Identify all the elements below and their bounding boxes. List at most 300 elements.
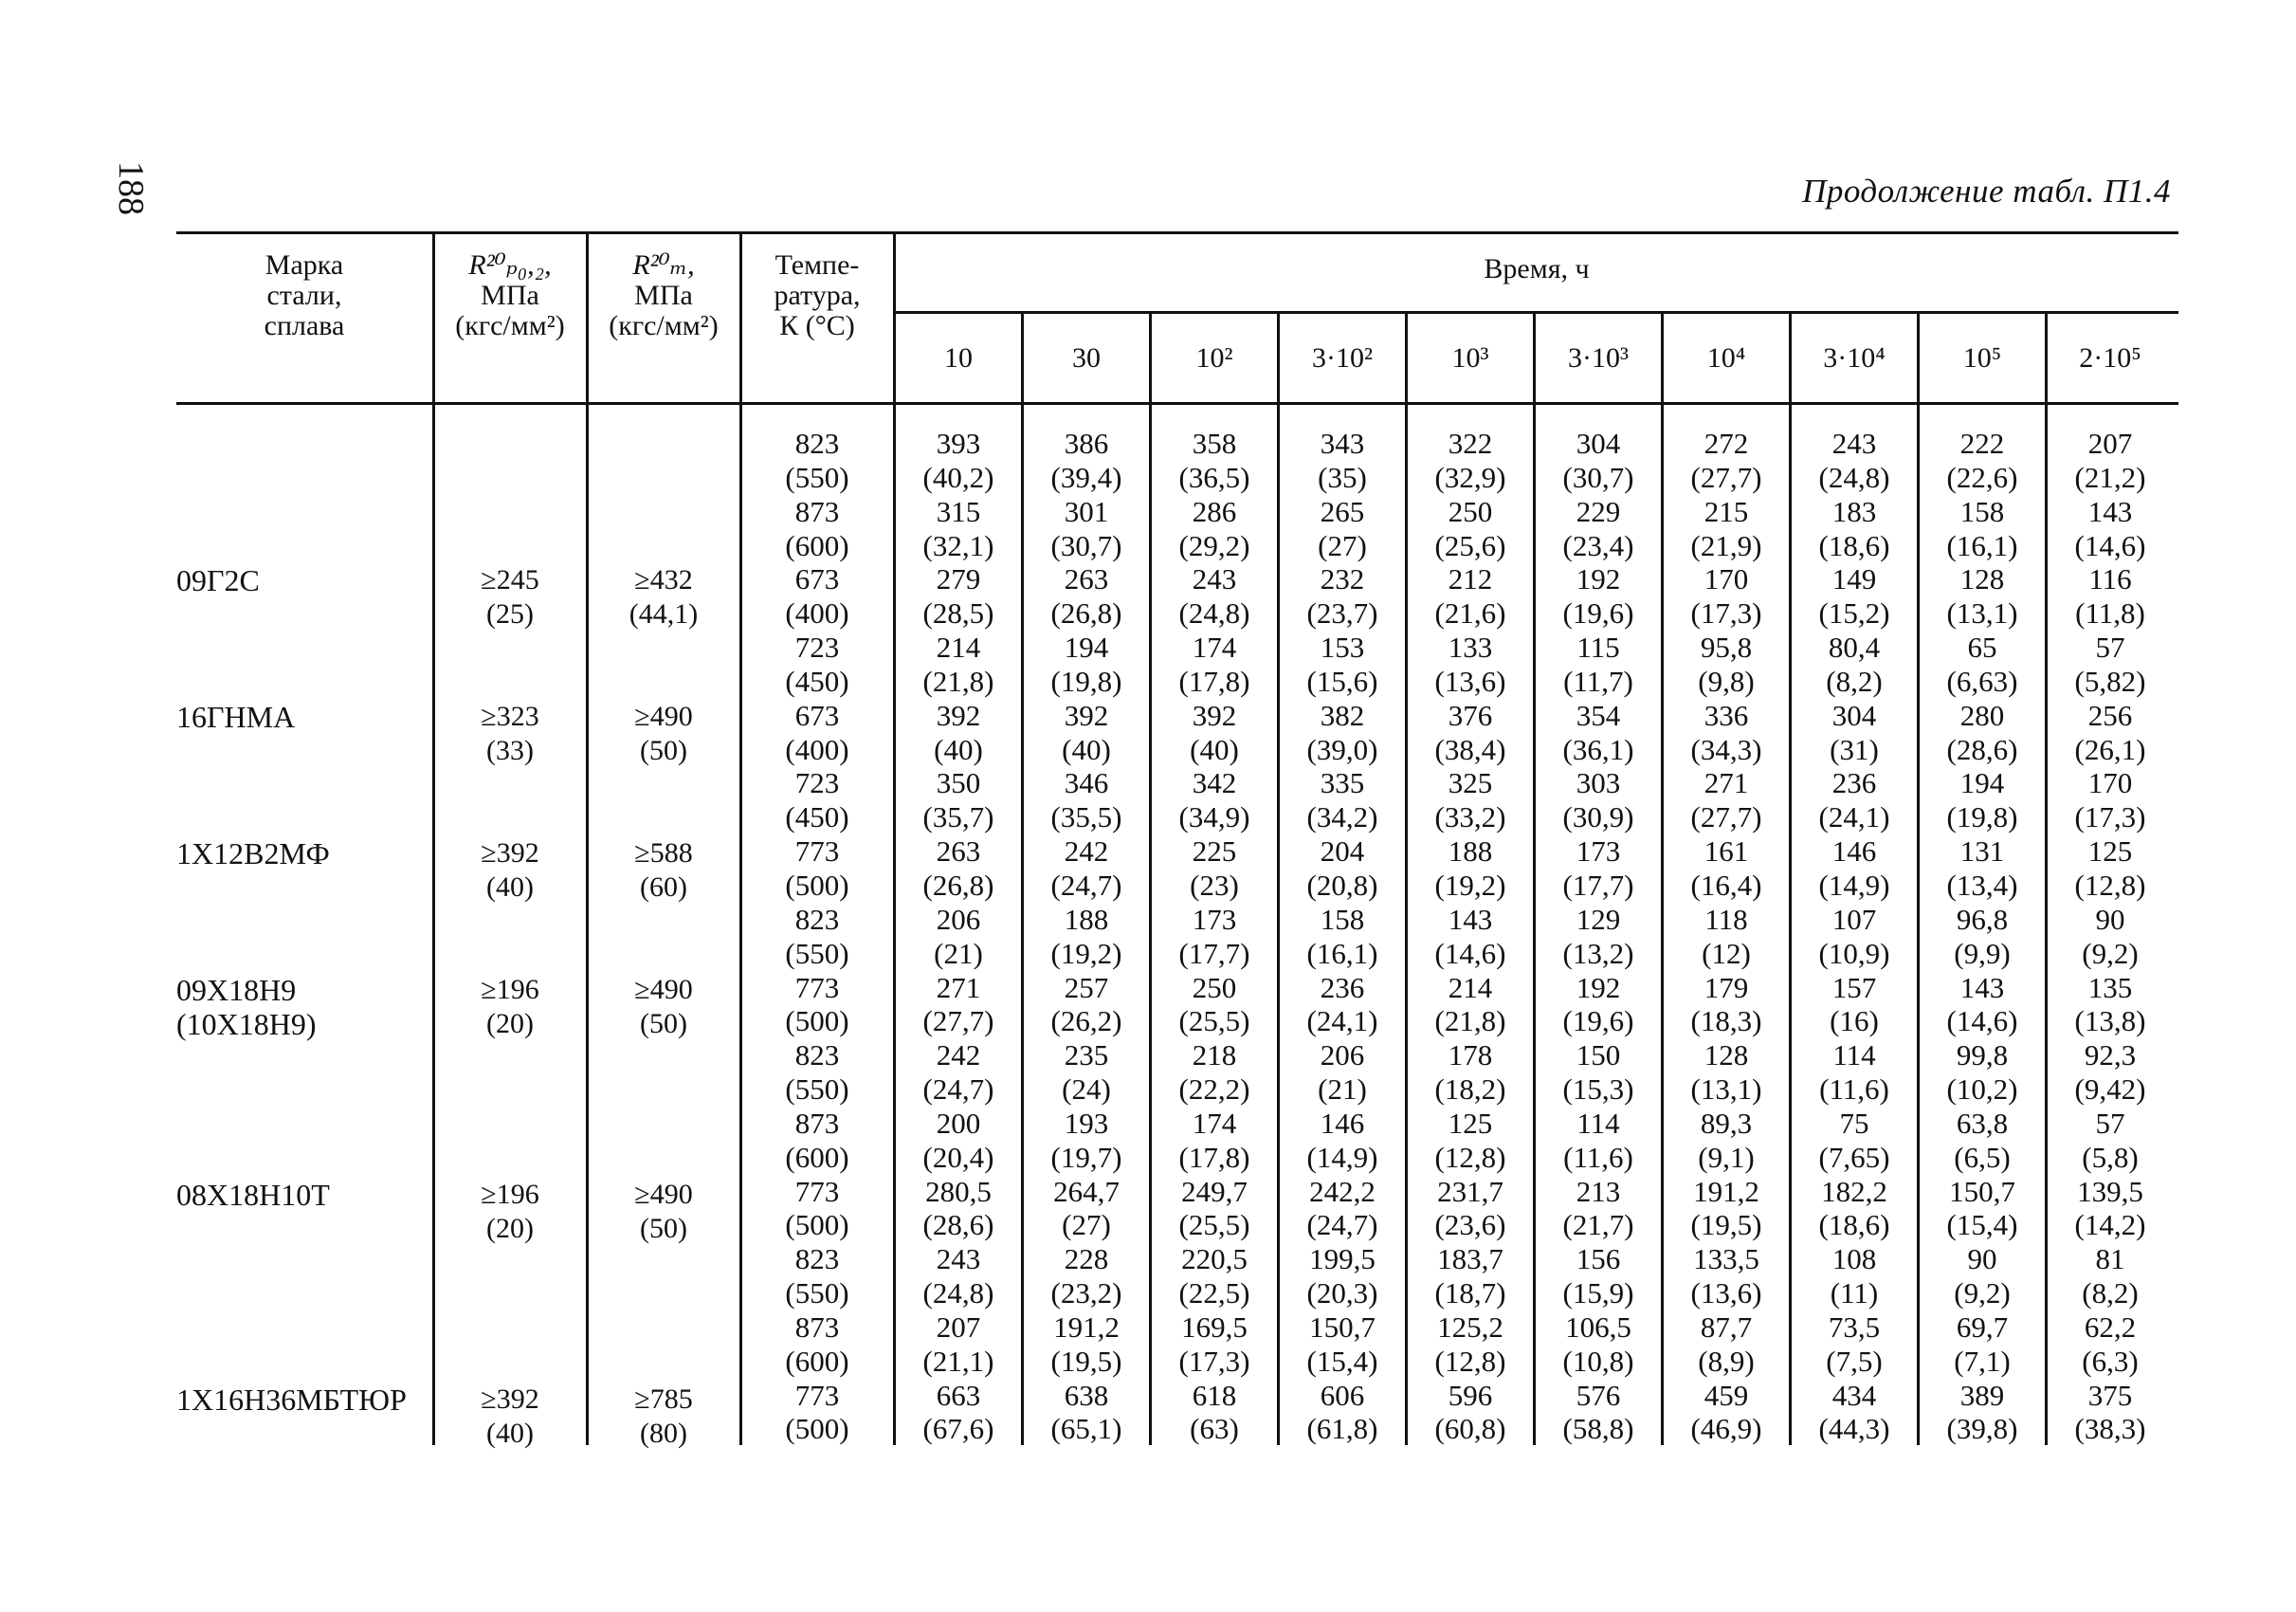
value: ≥323	[481, 701, 539, 732]
table-cell: (23)	[1190, 868, 1239, 902]
header-temperature	[742, 250, 892, 341]
table-cell: 576	[1576, 1378, 1621, 1412]
table-cell: (28,6)	[1946, 732, 2018, 766]
table-cell: (39,0)	[1306, 732, 1378, 766]
table-cell: 114	[1832, 1038, 1876, 1072]
table-cell: 90	[1967, 1242, 1997, 1276]
table-cell: (7,65)	[1818, 1140, 1890, 1174]
header-line: (кгс/мм²)	[609, 310, 719, 341]
table-cell: (33,2)	[1434, 800, 1506, 834]
table-cell: 236	[1320, 970, 1365, 1004]
table-caption: Продолжение табл. П1.4	[1802, 173, 2171, 210]
value: ≥196	[481, 1179, 539, 1210]
table-cell: 346	[1064, 766, 1109, 800]
steel-grade	[176, 973, 317, 1041]
table-cell: (19,6)	[1562, 596, 1634, 631]
value: ≥490	[634, 974, 693, 1005]
header-line: сплава	[264, 310, 345, 341]
table-cell: 243	[936, 1242, 981, 1276]
table-cell: (28,5)	[922, 596, 994, 631]
table-cell: (16,1)	[1946, 528, 2018, 562]
table-cell: (34,9)	[1178, 800, 1250, 834]
table-cell: (30,9)	[1562, 800, 1634, 834]
table-cell: (8,2)	[2082, 1276, 2139, 1310]
header-line: К (°С)	[779, 310, 855, 341]
table-cell: 125	[1448, 1106, 1493, 1140]
table-cell: 99,8	[1956, 1038, 2009, 1072]
table-cell: 133,5	[1693, 1242, 1759, 1276]
value: ≥245	[481, 564, 539, 595]
table-cell: (9,42)	[2074, 1072, 2146, 1107]
table-cell: 382	[1320, 698, 1365, 732]
table-cell: 279	[936, 562, 981, 596]
table-cell: 673	[794, 562, 840, 596]
table-cell: 194	[1064, 631, 1109, 665]
table-cell: (550)	[785, 936, 849, 970]
table-cell: 343	[1320, 427, 1365, 460]
header-time-value: 10³	[1451, 342, 1489, 374]
table-cell: 75	[1839, 1106, 1869, 1140]
table-cell: 375	[2087, 1378, 2133, 1412]
table-cell: (23,2)	[1050, 1276, 1122, 1310]
table-cell: 392	[936, 698, 981, 732]
table-cell: (25,5)	[1178, 1004, 1250, 1038]
table-cell: (24,1)	[1818, 800, 1890, 834]
table-cell: 231,7	[1437, 1174, 1503, 1208]
table-cell: 271	[1704, 766, 1749, 800]
table-cell: 723	[794, 766, 840, 800]
table-cell: (32,1)	[922, 528, 994, 562]
table-cell: (65,1)	[1050, 1412, 1122, 1446]
table-cell: 272	[1704, 427, 1749, 460]
table-cell: 178	[1448, 1038, 1493, 1072]
header-time-value: 10⁴	[1706, 342, 1746, 374]
table-cell: 133	[1448, 631, 1493, 665]
table-cell: (600)	[785, 1140, 849, 1174]
table-cell: 212	[1448, 562, 1493, 596]
table-cell: (36,5)	[1178, 460, 1250, 494]
table-cell: (9,2)	[1954, 1276, 2011, 1310]
table-cell: 90	[2095, 902, 2125, 936]
table-cell: (600)	[785, 528, 849, 562]
table-cell: 823	[794, 1038, 840, 1072]
table-cell: (10,2)	[1946, 1072, 2018, 1107]
table-cell: (17,3)	[1178, 1344, 1250, 1378]
table-cell: 150,7	[1949, 1174, 2015, 1208]
strength-column-2e5h	[2048, 427, 2173, 1446]
value-kgf: (33)	[486, 735, 534, 766]
table-cell: 139,5	[2077, 1174, 2143, 1208]
table-cell: 242	[1064, 834, 1109, 869]
table-cell: 193	[1064, 1106, 1109, 1140]
table-cell: 280	[1959, 698, 2005, 732]
table-cell: 156	[1576, 1242, 1621, 1276]
table-cell: (15,4)	[1306, 1344, 1378, 1378]
table-cell: 301	[1064, 494, 1109, 528]
yield-strength	[435, 1383, 585, 1451]
table-cell: (9,1)	[1698, 1140, 1755, 1174]
table-cell: 256	[2087, 698, 2133, 732]
tensile-strength	[589, 836, 738, 905]
table-cell: (19,2)	[1434, 868, 1506, 902]
table-top-rule	[176, 231, 2178, 234]
value: ≥490	[634, 1179, 693, 1210]
table-cell: 107	[1831, 902, 1877, 936]
table-cell: (5,82)	[2074, 664, 2146, 698]
table-cell: 179	[1704, 970, 1749, 1004]
table-cell: (15,2)	[1818, 596, 1890, 631]
header-tensile-strength	[589, 250, 738, 341]
table-cell: (500)	[785, 1412, 849, 1446]
table-cell: 96,8	[1956, 902, 2009, 936]
table-cell: 215	[1704, 494, 1749, 528]
table-cell: (10,8)	[1562, 1344, 1634, 1378]
value-kgf: (44,1)	[629, 598, 699, 630]
table-cell: (34,2)	[1306, 800, 1378, 834]
table-cell: 204	[1320, 834, 1365, 869]
table-cell: 188	[1448, 834, 1493, 869]
table-cell: 153	[1320, 631, 1365, 665]
table-cell: (8,2)	[1826, 664, 1883, 698]
header-time: Время, ч	[1484, 253, 1590, 284]
table-cell: (11,8)	[2075, 596, 2145, 631]
table-cell: 207	[2087, 427, 2133, 460]
table-cell: 236	[1831, 766, 1877, 800]
header-line: Темпе-	[774, 249, 860, 281]
header-line: R²⁰ₘ,	[632, 249, 695, 281]
table-cell: 823	[794, 427, 840, 460]
table-cell: (28,6)	[922, 1208, 994, 1242]
table-cell: (61,8)	[1306, 1412, 1378, 1446]
table-cell: (24,7)	[1050, 868, 1122, 902]
table-cell: (21,1)	[922, 1344, 994, 1378]
yield-strength	[435, 563, 585, 632]
table-cell: (27,7)	[922, 1004, 994, 1038]
table-cell: (22,2)	[1178, 1072, 1250, 1107]
table-cell: (14,2)	[2074, 1208, 2146, 1242]
table-cell: 235	[1064, 1038, 1109, 1072]
table-cell: (12,8)	[1434, 1140, 1506, 1174]
value-kgf: (25)	[486, 598, 534, 630]
table-cell: 873	[794, 494, 840, 528]
table-cell: 89,3	[1700, 1106, 1753, 1140]
table-cell: (35)	[1318, 460, 1367, 494]
table-cell: 169,5	[1181, 1310, 1248, 1344]
table-cell: 115	[1576, 631, 1620, 665]
table-cell: 257	[1064, 970, 1109, 1004]
header-line: МПа	[634, 280, 693, 311]
table-cell: 199,5	[1309, 1242, 1376, 1276]
strength-column-1e5h	[1920, 427, 2045, 1446]
table-cell: (13,1)	[1690, 1072, 1762, 1107]
table-cell: 170	[1704, 562, 1749, 596]
table-cell: (23,6)	[1434, 1208, 1506, 1242]
table-cell: 173	[1576, 834, 1621, 869]
value: ≥588	[634, 837, 693, 869]
header-line: Марка	[264, 249, 344, 281]
table-cell: (15,4)	[1946, 1208, 2018, 1242]
table-cell: 57	[2095, 631, 2125, 665]
table-cell: 315	[936, 494, 981, 528]
table-cell: 250	[1192, 970, 1237, 1004]
table-cell: (14,6)	[2074, 528, 2146, 562]
table-cell: 213	[1576, 1174, 1621, 1208]
yield-strength	[435, 700, 585, 768]
table-cell: (58,8)	[1562, 1412, 1634, 1446]
table-cell: (23,7)	[1306, 596, 1378, 631]
table-cell: (30,7)	[1050, 528, 1122, 562]
table-cell: (13,6)	[1690, 1276, 1762, 1310]
value-kgf: (50)	[640, 735, 687, 766]
value-kgf: (50)	[640, 1008, 687, 1039]
table-cell: 336	[1704, 698, 1749, 732]
table-cell: 149	[1831, 562, 1877, 596]
value: ≥392	[481, 1383, 539, 1415]
table-cell: (13,4)	[1946, 868, 2018, 902]
table-cell: 131	[1959, 834, 2005, 869]
table-cell: (20,8)	[1306, 868, 1378, 902]
table-cell: 243	[1831, 427, 1877, 460]
table-cell: 125,2	[1437, 1310, 1503, 1344]
strength-column-10h	[896, 427, 1021, 1446]
table-cell: (22,6)	[1946, 460, 2018, 494]
table-cell: 263	[1064, 562, 1109, 596]
steel-grade: 1Х16Н36МБТЮР	[176, 1383, 407, 1417]
table-cell: (13,1)	[1946, 596, 2018, 631]
table-cell: (8,9)	[1698, 1344, 1755, 1378]
value: ≥490	[634, 701, 693, 732]
table-cell: 823	[794, 902, 840, 936]
table-cell: (14,6)	[1946, 1004, 2018, 1038]
table-cell: (17,3)	[2074, 800, 2146, 834]
table-cell: (26,2)	[1050, 1004, 1122, 1038]
table-cell: (500)	[785, 1004, 849, 1038]
table-cell: (19,5)	[1690, 1208, 1762, 1242]
table-cell: 773	[794, 1174, 840, 1208]
table-cell: (40,2)	[922, 460, 994, 494]
table-cell: (44,3)	[1818, 1412, 1890, 1446]
table-cell: 182,2	[1821, 1174, 1887, 1208]
table-cell: 57	[2095, 1106, 2125, 1140]
table-cell: (550)	[785, 460, 849, 494]
table-cell: 250	[1448, 494, 1493, 528]
time-header-rule	[895, 311, 2178, 314]
table-cell: (21,2)	[2074, 460, 2146, 494]
table-cell: 638	[1064, 1378, 1109, 1412]
table-cell: 723	[794, 631, 840, 665]
table-cell: (40)	[1062, 732, 1111, 766]
tensile-strength	[589, 1383, 738, 1451]
strength-column-3e4h	[1792, 427, 1917, 1446]
header-line: R²⁰ₚ₀,₂,	[468, 249, 552, 281]
table-cell: 207	[936, 1310, 981, 1344]
table-cell: (27)	[1318, 528, 1367, 562]
table-cell: (5,8)	[2082, 1140, 2139, 1174]
table-cell: 773	[794, 970, 840, 1004]
table-cell: (21,7)	[1562, 1208, 1634, 1242]
header-time-value: 10	[944, 342, 973, 374]
table-cell: 191,2	[1053, 1310, 1120, 1344]
header-line: (кгс/мм²)	[455, 310, 565, 341]
strength-column-30h	[1024, 427, 1149, 1446]
value-kgf: (40)	[486, 1418, 534, 1449]
strength-column-3e3h	[1536, 427, 1661, 1446]
table-cell: 222	[1959, 427, 2005, 460]
table-cell: (40)	[934, 732, 983, 766]
table-cell: (34,3)	[1690, 732, 1762, 766]
table-cell: 225	[1192, 834, 1237, 869]
table-cell: (19,8)	[1946, 800, 2018, 834]
table-cell: (11,6)	[1819, 1072, 1889, 1107]
table-cell: (11)	[1830, 1276, 1879, 1310]
strength-column-1e2h	[1152, 427, 1277, 1446]
table-cell: (19,6)	[1562, 1004, 1634, 1038]
table-cell: 65	[1967, 631, 1997, 665]
table-cell: 214	[936, 631, 981, 665]
table-cell: 194	[1959, 766, 2005, 800]
header-time-value: 2·10⁵	[2079, 342, 2141, 374]
table-cell: 183	[1831, 494, 1877, 528]
table-cell: 63,8	[1956, 1106, 2009, 1140]
table-cell: (17,7)	[1178, 936, 1250, 970]
table-cell: (17,8)	[1178, 664, 1250, 698]
table-cell: (40)	[1190, 732, 1239, 766]
table-cell: 773	[794, 1378, 840, 1412]
table-cell: 143	[2087, 494, 2133, 528]
table-cell: 173	[1192, 902, 1237, 936]
table-cell: 358	[1192, 427, 1237, 460]
table-cell: 342	[1192, 766, 1237, 800]
table-cell: 129	[1576, 902, 1621, 936]
table-cell: 242,2	[1309, 1174, 1376, 1208]
table-cell: (9,8)	[1698, 664, 1755, 698]
table-cell: (18,7)	[1434, 1276, 1506, 1310]
table-cell: (14,6)	[1434, 936, 1506, 970]
steel-grade: 08Х18Н10Т	[176, 1178, 330, 1212]
tensile-strength	[589, 973, 738, 1041]
table-cell: 773	[794, 834, 840, 869]
table-cell: 143	[1448, 902, 1493, 936]
header-yield-strength	[435, 250, 585, 341]
table-cell: (24)	[1062, 1072, 1111, 1107]
table-cell: (30,7)	[1562, 460, 1634, 494]
table-cell: (32,9)	[1434, 460, 1506, 494]
table-cell: (19,2)	[1050, 936, 1122, 970]
table-cell: 69,7	[1956, 1310, 2009, 1344]
table-cell: (11,7)	[1563, 664, 1633, 698]
value-kgf: (40)	[486, 871, 534, 903]
table-cell: (21)	[934, 936, 983, 970]
table-cell: (27,7)	[1690, 800, 1762, 834]
table-cell: 264,7	[1053, 1174, 1120, 1208]
table-cell: 192	[1576, 970, 1621, 1004]
header-line: ратура,	[774, 280, 861, 311]
table-cell: (19,7)	[1050, 1140, 1122, 1174]
table-cell: (25,6)	[1434, 528, 1506, 562]
table-cell: (20,4)	[922, 1140, 994, 1174]
table-cell: (19,5)	[1050, 1344, 1122, 1378]
table-cell: 214	[1448, 970, 1493, 1004]
table-cell: 206	[1320, 1038, 1365, 1072]
table-cell: 125	[2087, 834, 2133, 869]
table-cell: 192	[1576, 562, 1621, 596]
table-cell: (35,5)	[1050, 800, 1122, 834]
header-time-value: 3·10⁴	[1823, 342, 1886, 374]
tensile-strength	[589, 700, 738, 768]
table-cell: (400)	[785, 596, 849, 631]
table-cell: 161	[1704, 834, 1749, 869]
table-cell: (35,7)	[922, 800, 994, 834]
table-cell: 393	[936, 427, 981, 460]
table-cell: (12,8)	[1434, 1344, 1506, 1378]
table-cell: (12)	[1702, 936, 1751, 970]
table-cell: 62,2	[2084, 1310, 2137, 1344]
table-cell: (14,9)	[1306, 1140, 1378, 1174]
table-cell: 873	[794, 1106, 840, 1140]
table-cell: (39,4)	[1050, 460, 1122, 494]
table-cell: (15,6)	[1306, 664, 1378, 698]
header-line: стали,	[266, 280, 342, 311]
table-cell: (17,3)	[1690, 596, 1762, 631]
table-cell: 434	[1831, 1378, 1877, 1412]
table-cell: (15,3)	[1562, 1072, 1634, 1107]
table-cell: (21,8)	[1434, 1004, 1506, 1038]
table-cell: 114	[1576, 1106, 1620, 1140]
header-line: МПа	[481, 280, 539, 311]
table-cell: (18,6)	[1818, 528, 1890, 562]
yield-strength	[435, 973, 585, 1041]
table-cell: (15,9)	[1562, 1276, 1634, 1310]
steel-grade: 16ГНМА	[176, 700, 296, 734]
table-cell: 265	[1320, 494, 1365, 528]
table-cell: (63)	[1190, 1412, 1239, 1446]
table-cell: 873	[794, 1310, 840, 1344]
table-cell: 174	[1192, 631, 1237, 665]
table-cell: (7,1)	[1954, 1344, 2011, 1378]
table-cell: (450)	[785, 800, 849, 834]
value-kgf: (80)	[640, 1418, 687, 1449]
table-cell: 243	[1192, 562, 1237, 596]
table-cell: 271	[936, 970, 981, 1004]
table-cell: 392	[1064, 698, 1109, 732]
table-cell: (9,9)	[1954, 936, 2011, 970]
table-cell: (46,9)	[1690, 1412, 1762, 1446]
table-cell: (12,8)	[2074, 868, 2146, 902]
table-cell: 618	[1192, 1378, 1237, 1412]
table-cell: (16)	[1830, 1004, 1879, 1038]
table-cell: 350	[936, 766, 981, 800]
table-cell: 108	[1831, 1242, 1877, 1276]
table-cell: 150	[1576, 1038, 1621, 1072]
table-cell: 392	[1192, 698, 1237, 732]
table-cell: 92,3	[2084, 1038, 2137, 1072]
table-cell: (13,8)	[2074, 1004, 2146, 1038]
table-cell: (24,7)	[922, 1072, 994, 1107]
table-cell: 232	[1320, 562, 1365, 596]
table-cell: (67,6)	[922, 1412, 994, 1446]
table-cell: (24,8)	[1818, 460, 1890, 494]
table-cell: 206	[936, 902, 981, 936]
table-cell: (27)	[1062, 1208, 1111, 1242]
table-cell: (26,1)	[2074, 732, 2146, 766]
header-time-value: 10²	[1195, 342, 1233, 374]
table-cell: 128	[1704, 1038, 1749, 1072]
table-cell: 95,8	[1700, 631, 1753, 665]
table-cell: (24,8)	[922, 1276, 994, 1310]
table-cell: (25,5)	[1178, 1208, 1250, 1242]
table-cell: 135	[2087, 970, 2133, 1004]
table-cell: 150,7	[1309, 1310, 1376, 1344]
